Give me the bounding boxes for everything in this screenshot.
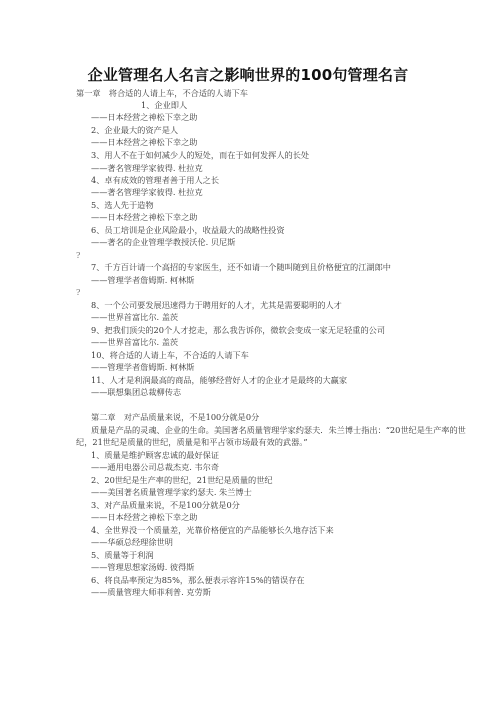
quote-line: 11、人才是利润最高的商品，能够经营好人才的企业才是最终的大赢家 [91,375,348,385]
quote-line: 2、企业最大的资产是人 [91,125,179,135]
attribution-line: ——通用电器公司总裁杰克. 韦尔奇 [91,462,220,472]
attribution-line: ——管理学者詹姆斯. 柯林斯 [91,362,195,372]
attribution-line: ——联想集团总裁柳传志 [91,387,182,397]
chapter-heading: 第二章 对产品质量来说，不是100分就是0分 [91,412,260,422]
quote-line: 10、将合适的人请上车，不合适的人请下车 [91,350,249,360]
quote-line: 6、将良品率预定为85%，那么便表示容许15%的错误存在 [91,575,305,585]
attribution-line: ——管理思想家汤姆. 彼得斯 [91,562,195,572]
page-title: 企业管理名人名言之影响世界的100句管理名言 [87,66,409,84]
quote-line: 1、质量是维护顾客忠诚的最好保证 [91,450,220,460]
attribution-line: ——世界首富比尔. 盖茨 [91,312,179,322]
quote-line: 4、全世界没一个质量差，光靠价格便宜的产品能够长久地存活下来 [91,525,334,535]
attribution-line: ——质量管理大师菲利普. 克劳斯 [91,587,211,597]
quote-line: 5、质量等于利润 [91,550,154,560]
quote-line: 9、把我们顶尖的20个人才挖走，那么我告诉你，微软会变成一家无足轻重的公司 [91,325,386,335]
attribution-line: ——日本经营之神松下幸之助 [91,112,198,122]
quote-line: 7、千方百计请一个高招的专家医生，还不如请一个随叫随到且价格便宜的江湖郎中 [91,262,391,272]
attribution-line: ——管理学者詹姆斯. 柯林斯 [91,275,195,285]
quote-line: 2、20世纪是生产率的世纪，21世纪是质量的世纪 [91,475,273,485]
attribution-line: ——世界首富比尔. 盖茨 [91,337,179,347]
attribution-line: ——日本经营之神松下幸之助 [91,212,198,222]
chapter-heading: 第一章 将合适的人请上车，不合适的人请下车 [76,88,248,98]
quote-line: 3、对产品质量来说，不是100分就是0分 [91,500,240,510]
attribution-line: ——著名管理学家彼得. 杜拉克 [91,163,203,173]
stray-mark: ? [76,287,81,297]
attribution-line: ——华硕总经理徐世明 [91,537,173,547]
attribution-line: ——著名管理学家彼得. 杜拉克 [91,187,203,197]
quote-line: 4、卓有成效的管理者善于用人之长 [91,175,220,185]
quote-line: 5、选人先于造物 [91,200,154,210]
quote-line: 8、一个公司要发展迅速得力于聘用好的人才，尤其是需要聪明的人才 [91,300,342,310]
stray-mark: ? [76,250,81,260]
chapter-intro-paragraph: 质量是产品的灵魂、企业的生命。美国著名质量管理学家约瑟夫．朱兰博士指出：“20世纪是生产率的世纪，21世纪是质量的世纪，质量是和平占领市场最有效的武器。” [76,425,466,447]
attribution-line: ——日本经营之神松下幸之助 [91,137,198,147]
attribution-line: ——美国著名质量管理学家约瑟夫. 朱兰博士 [91,487,252,497]
attribution-line: ——著名的企业管理学教授沃伦. 贝尼斯 [91,237,236,247]
quote-line: 6、员工培训是企业风险最小，收益最大的战略性投资 [91,225,285,235]
quote-line: 1、企业即人 [141,100,188,110]
quote-line: 3、用人不在于如何减少人的短处，而在于如何发挥人的长处 [91,150,310,160]
attribution-line: ——日本经营之神松下幸之助 [91,512,198,522]
